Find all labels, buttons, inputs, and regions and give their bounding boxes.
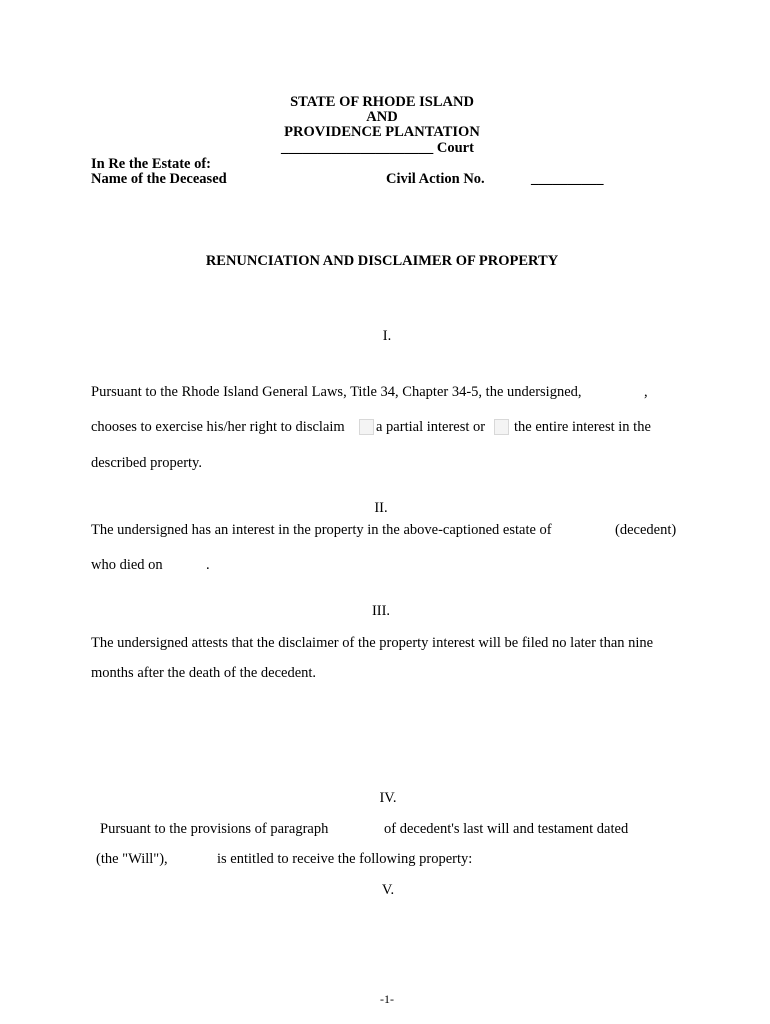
caption-civil-action-blank: __________ [531, 171, 604, 187]
section-2-period: . [206, 557, 210, 573]
caption-in-re: In Re the Estate of: [91, 156, 212, 172]
section-2-numeral: II. [374, 500, 388, 516]
section-1-line-2b: a partial interest or [376, 419, 486, 435]
section-4-line-1b: of decedent's last will and testament dated [384, 821, 629, 837]
section-3-line-2: months after the death of the decedent. [91, 665, 317, 681]
page-number: -1- [380, 992, 394, 1006]
section-1-line-2a: chooses to exercise his/her right to disclaim [91, 419, 345, 435]
section-4-line-1a: Pursuant to the provisions of paragraph [100, 821, 329, 837]
header-and: AND [366, 109, 398, 125]
section-1-line-1: Pursuant to the Rhode Island General Laws, Title 34, Chapter 34-5, the undersigned, [91, 384, 582, 400]
header-state: STATE OF RHODE ISLAND [290, 94, 474, 110]
caption-civil-action: Civil Action No. [386, 171, 485, 187]
section-2-decedent: (decedent) [615, 522, 677, 538]
document-title: RENUNCIATION AND DISCLAIMER OF PROPERTY [205, 253, 559, 269]
entire-interest-checkbox[interactable] [494, 419, 509, 435]
header-plantation: PROVIDENCE PLANTATION [284, 124, 480, 140]
section-3-numeral: III. [371, 603, 391, 619]
section-1-numeral: I. [382, 328, 392, 344]
section-1-line-2c: the entire interest in the [514, 419, 651, 435]
section-1-line-3: described property. [91, 455, 202, 471]
section-4-numeral: IV. [379, 790, 397, 806]
section-3-line-1: The undersigned attests that the disclaimer of the property interest will be filed no later than nine [91, 635, 654, 651]
section-4-line-2b: is entitled to receive the following property: [217, 851, 473, 867]
caption-deceased-name: Name of the Deceased [91, 171, 227, 187]
section-2-line-1: The undersigned has an interest in the property in the above-captioned estate of [91, 522, 552, 538]
section-1-comma: , [644, 384, 648, 400]
section-2-line-2: who died on [91, 557, 163, 573]
section-4-line-2a: (the "Will"), [96, 851, 168, 867]
header-court: _____________________ Court [281, 140, 474, 156]
partial-interest-checkbox[interactable] [359, 419, 374, 435]
section-5-numeral: V. [381, 882, 395, 898]
